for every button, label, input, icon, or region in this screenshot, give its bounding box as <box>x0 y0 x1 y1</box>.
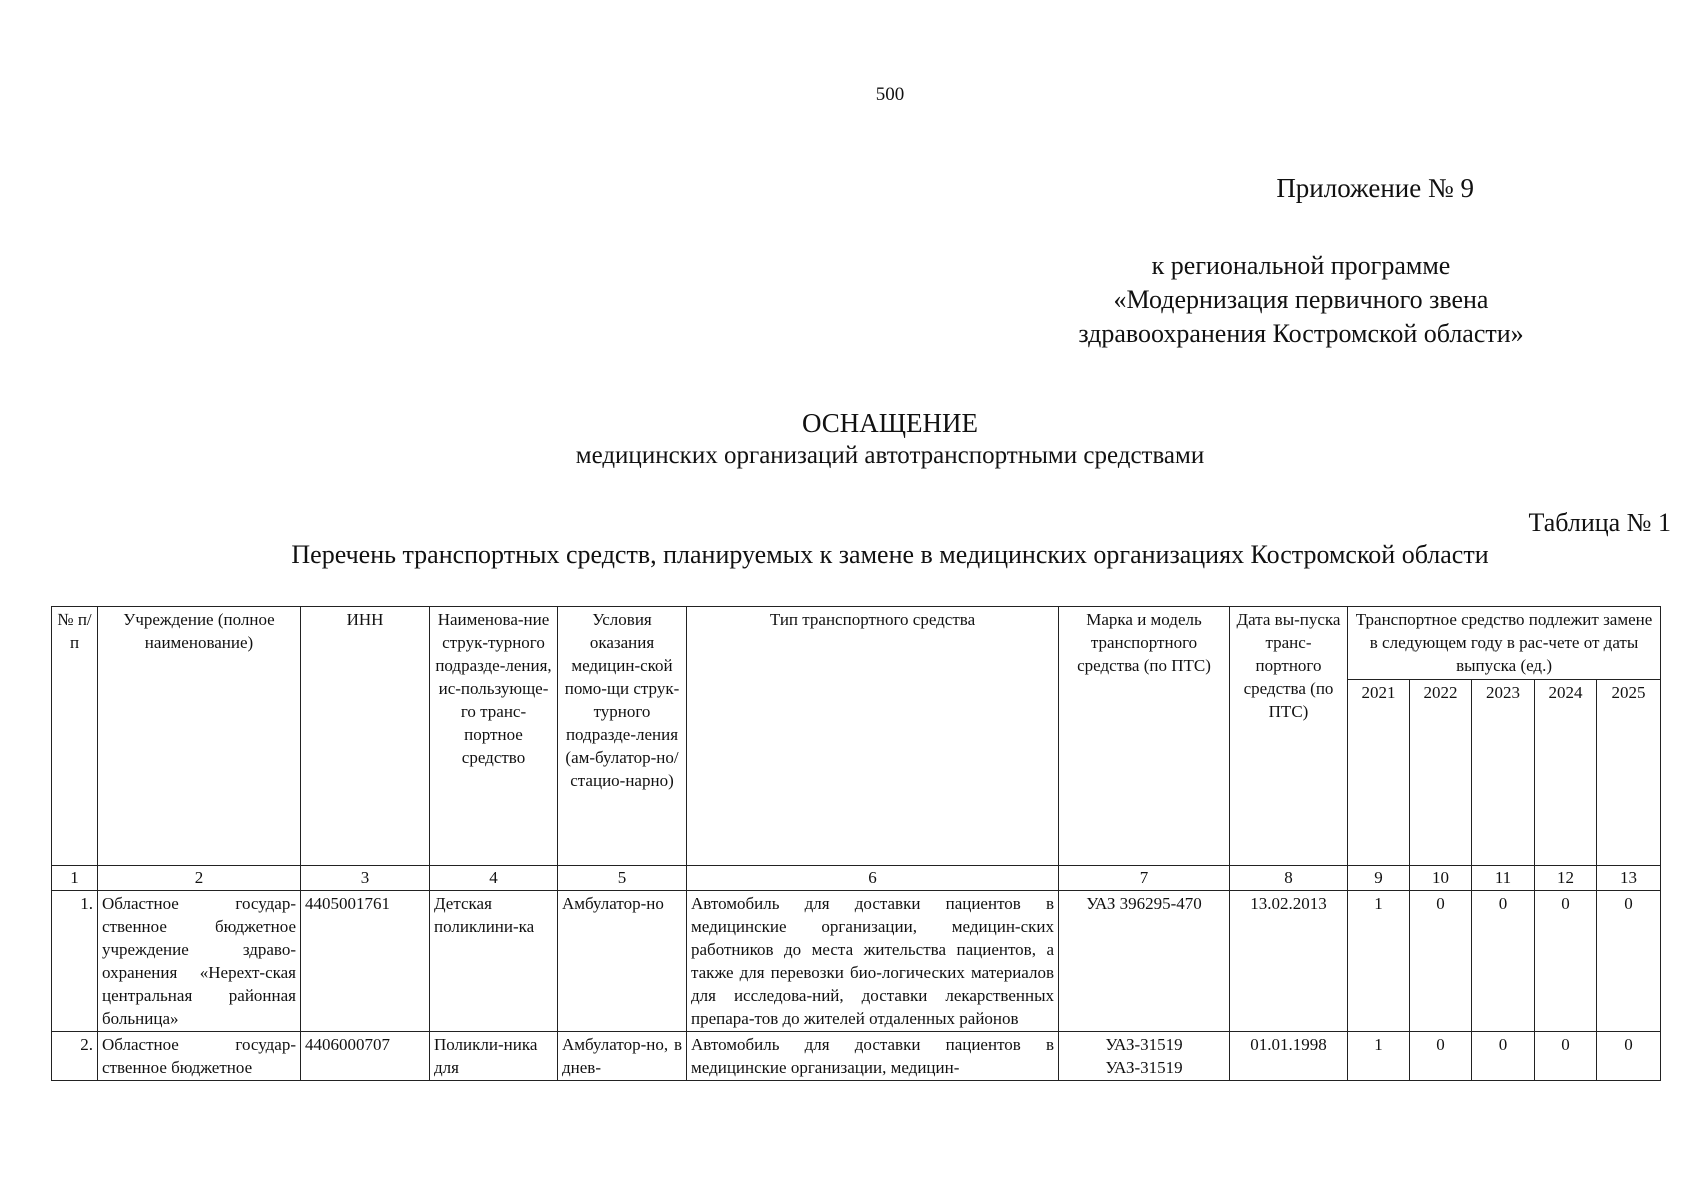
column-number: 1 <box>52 866 98 891</box>
page-number: 500 <box>875 84 905 105</box>
header-num: № п/п <box>52 607 98 866</box>
column-number: 9 <box>1348 866 1410 891</box>
year-value-cell: 0 <box>1535 1032 1597 1081</box>
table-row <box>52 1032 1661 1081</box>
column-number: 11 <box>1472 866 1535 891</box>
header-year: 2022 <box>1410 680 1472 866</box>
year-value-cell: 0 <box>1410 891 1472 1032</box>
vehicle-type-cell: Автомобиль для доставки пациентов в медицинские организации, медицин-ских работников до места жительства пациентов, а также для перевозки био-логических материалов для исследова-ний, доставки лекарственных препара-тов до жителей отдаленных районов <box>687 891 1059 1032</box>
conditions-cell: Амбулатор-но <box>558 891 687 1032</box>
inn-cell: 4405001761 <box>301 891 430 1032</box>
column-number: 8 <box>1230 866 1348 891</box>
year-value-cell: 1 <box>1348 1032 1410 1081</box>
column-number: 13 <box>1597 866 1661 891</box>
release-date-cell: 13.02.2013 <box>1230 891 1348 1032</box>
header-year: 2023 <box>1472 680 1535 866</box>
header-model: Марка и модель транспортного средства (по ПТС) <box>1059 607 1230 866</box>
header-inn: ИНН <box>301 607 430 866</box>
institution-cell: Областное государ-ственное бюджетное <box>98 1032 301 1081</box>
year-value-cell: 0 <box>1410 1032 1472 1081</box>
unit-cell: Поликли-ника для <box>430 1032 558 1081</box>
year-value-cell: 0 <box>1472 891 1535 1032</box>
inn-cell: 4406000707 <box>301 1032 430 1081</box>
year-value-cell: 1 <box>1348 891 1410 1032</box>
year-value-cell: 0 <box>1472 1032 1535 1081</box>
model-line: УАЗ-31519 <box>1105 1035 1183 1054</box>
header-vehicle-type: Тип транспортного средства <box>687 607 1059 866</box>
conditions-cell: Амбулатор-но, в днев- <box>558 1032 687 1081</box>
header-year: 2024 <box>1535 680 1597 866</box>
vehicle-type-cell: Автомобиль для доставки пациентов в медицинские организации, медицин- <box>687 1032 1059 1081</box>
header-unit: Наименова-ние струк-турного подразде-ления, ис-пользующе-го транс-портное средство <box>430 607 558 866</box>
header-conditions: Условия оказания медицин-ской помо-щи струк-турного подразде-ления (ам-булатор-но/стацио-нарно) <box>558 607 687 866</box>
header-release-date: Дата вы-пуска транс-портного средства (по ПТС) <box>1230 607 1348 866</box>
column-number: 6 <box>687 866 1059 891</box>
model-line: УАЗ-31519 <box>1105 1058 1183 1077</box>
column-number: 4 <box>430 866 558 891</box>
document-title: ОСНАЩЕНИЕ <box>801 408 979 438</box>
unit-cell: Детская поликлини-ка <box>430 891 558 1032</box>
appendix-ref-line: к региональной программе <box>1151 251 1451 280</box>
header-year: 2021 <box>1348 680 1410 866</box>
year-value-cell: 0 <box>1597 1032 1661 1081</box>
vehicle-table <box>51 606 1661 1081</box>
model-cell <box>1059 1032 1230 1081</box>
column-number-row <box>52 866 1661 891</box>
header-year: 2025 <box>1597 680 1661 866</box>
institution-cell: Областное государ-ственное бюджетное учреждение здраво-охранения «Нерехт-ская центральная районная больница» <box>98 891 301 1032</box>
row-number: 2. <box>52 1032 98 1081</box>
table-row <box>52 891 1661 1032</box>
release-date-cell: 01.01.1998 <box>1230 1032 1348 1081</box>
year-value-cell: 0 <box>1597 891 1661 1032</box>
column-number: 7 <box>1059 866 1230 891</box>
header-institution: Учреждение (полное наименование) <box>98 607 301 866</box>
table-caption: Перечень транспортных средств, планируемых к замене в медицинских организациях Костромской области <box>291 540 1489 569</box>
column-number: 3 <box>301 866 430 891</box>
column-number: 2 <box>98 866 301 891</box>
appendix-title: Приложение № 9 <box>1276 173 1474 203</box>
column-number: 5 <box>558 866 687 891</box>
column-number: 10 <box>1410 866 1472 891</box>
header-replacement: Транспортное средство подлежит замене в следующем году в рас-чете от даты выпуска (ед.) <box>1348 607 1661 680</box>
appendix-ref-line: здравоохранения Костромской области» <box>1078 319 1524 348</box>
row-number: 1. <box>52 891 98 1032</box>
model-cell: УАЗ 396295-470 <box>1059 891 1230 1032</box>
column-number: 12 <box>1535 866 1597 891</box>
document-subtitle: медицинских организаций автотранспортными средствами <box>575 442 1205 469</box>
table-number: Таблица № 1 <box>1528 508 1671 537</box>
appendix-ref-line: «Модернизация первичного звена <box>1113 285 1489 314</box>
year-value-cell: 0 <box>1535 891 1597 1032</box>
appendix-reference <box>981 249 1621 351</box>
